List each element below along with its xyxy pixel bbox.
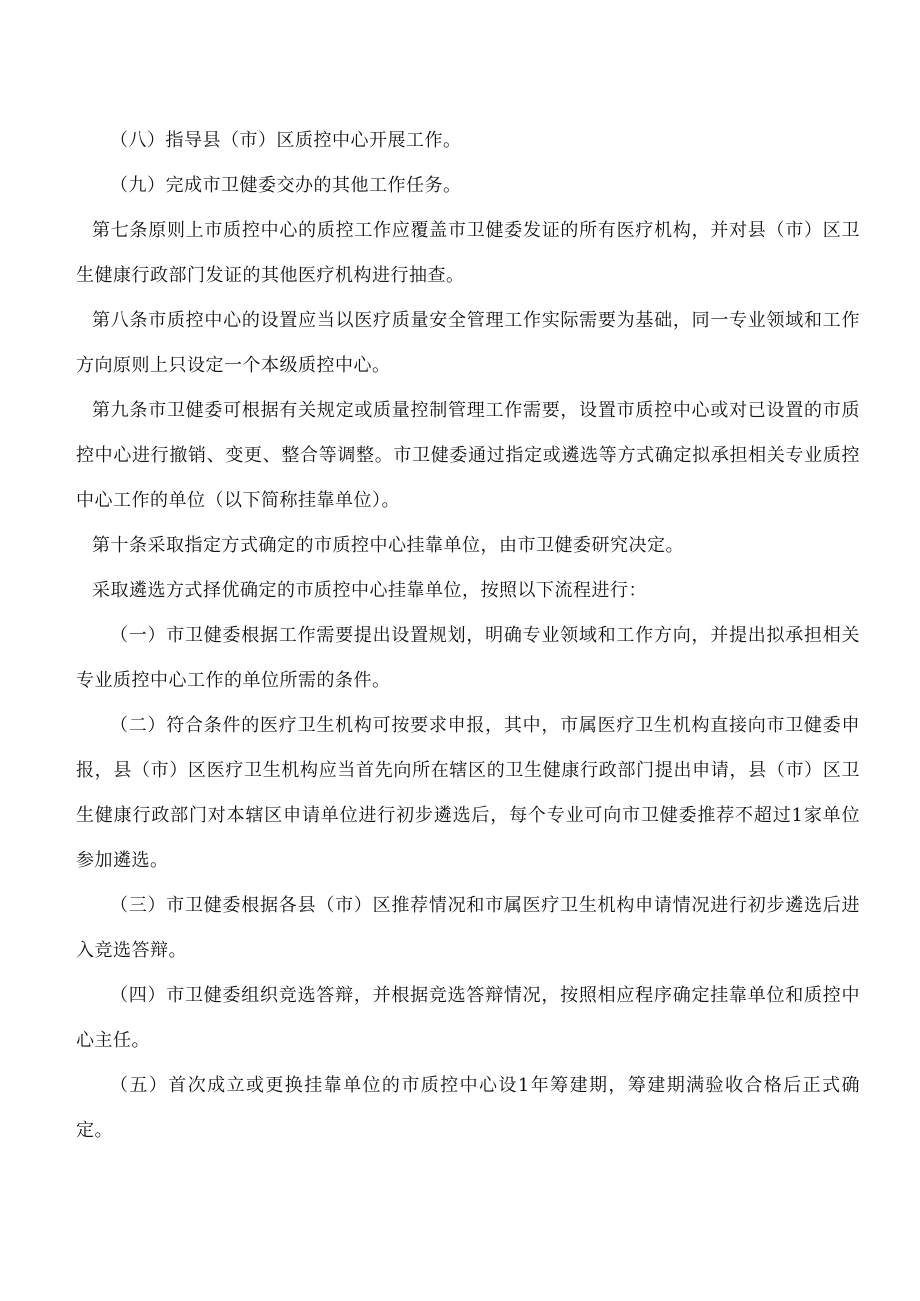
paragraph-article-10: 第十条采取指定方式确定的市质控中心挂靠单位，由市卫健委研究决定。: [92, 535, 684, 556]
paragraph-article-8: 第八条市质控中心的设置应当以医疗质量安全管理工作实际需要为基础，同一专业领域和工作方向原则上只设定一个本级质控中心。: [76, 310, 860, 376]
paragraph-selection-intro: 采取遴选方式择优确定的市质控中心挂靠单位，按照以下流程进行：: [92, 580, 647, 601]
paragraph-step-4: （四）市卫健委组织竞选答辩，并根据竞选答辩情况，按照相应程序确定挂靠单位和质控中心主任。: [76, 985, 860, 1051]
paragraph-item-9: （九）完成市卫健委交办的其他工作任务。: [110, 175, 462, 196]
paragraph-step-2: （二）符合条件的医疗卫生机构可按要求申报，其中，市属医疗卫生机构直接向市卫健委申报，县（市）区医疗卫生机构应当首先向所在辖区的卫生健康行政部门提出申请，县（市）区卫生健康行政部门对本辖区申请单位进行初步遴选后，每个专业可向市卫健委推荐不超过1家单位参加遴选。: [76, 715, 860, 871]
paragraph-step-3: （三）市卫健委根据各县（市）区推荐情况和市属医疗卫生机构申请情况进行初步遴选后进入竞选答辩。: [76, 895, 860, 961]
paragraph-item-8: （八）指导县（市）区质控中心开展工作。: [110, 130, 462, 151]
paragraph-step-5: （五）首次成立或更换挂靠单位的市质控中心设1年筹建期，筹建期满验收合格后正式确定。: [76, 1075, 860, 1141]
paragraph-article-7: 第七条原则上市质控中心的质控工作应覆盖市卫健委发证的所有医疗机构，并对县（市）区卫生健康行政部门发证的其他医疗机构进行抽查。: [76, 220, 860, 286]
paragraph-article-9: 第九条市卫健委可根据有关规定或质量控制管理工作需要，设置市质控中心或对已设置的市质控中心进行撤销、变更、整合等调整。市卫健委通过指定或遴选等方式确定拟承担相关专业质控中心工作的单位（以下简称挂靠单位）。: [76, 400, 860, 511]
paragraph-step-1: （一）市卫健委根据工作需要提出设置规划，明确专业领域和工作方向，并提出拟承担相关专业质控中心工作的单位所需的条件。: [76, 625, 860, 691]
